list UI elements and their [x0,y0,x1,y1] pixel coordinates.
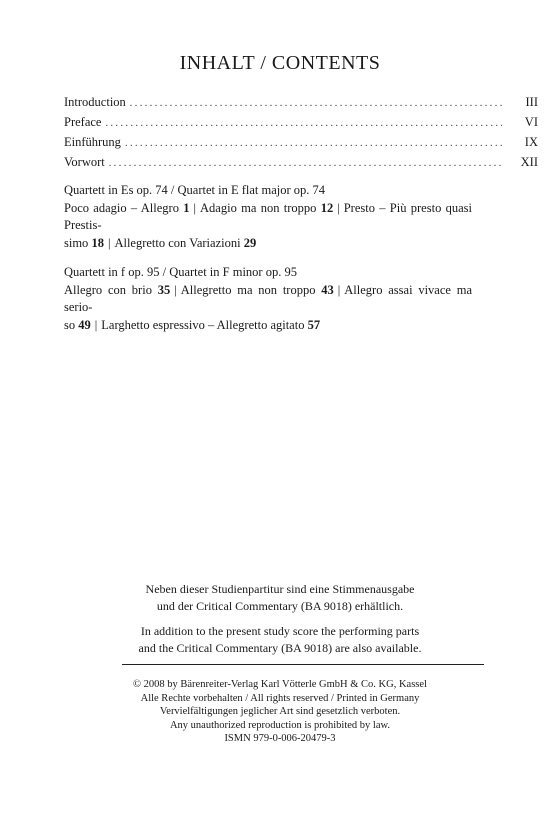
toc-page-number: IX [524,135,538,149]
movement-entry[interactable]: Presto – Più presto quasi Prestis- [64,200,472,232]
movement-page: 1 [183,200,190,215]
movement-line [64,235,472,253]
toc-page-number: XII [520,155,538,169]
work-op95 [64,264,472,334]
table-of-contents [64,92,538,172]
toc-row-vorwort[interactable] [64,152,538,172]
movement-line [64,282,472,317]
movement-entry[interactable]: Adagio ma non troppo 12 [200,200,334,215]
copyright-line: © 2008 by Bärenreiter-Verlag Karl Vötterle GmbH & Co. KG, Kassel [133,679,427,690]
toc-leader-dots [125,134,502,154]
movement-entry[interactable]: Larghetto espressivo – Allegretto agitato 57 [101,317,321,332]
movement-line [64,317,472,335]
toc-page-number: VI [524,115,538,129]
toc-label: Vorwort [64,155,105,169]
toc-leader-dots [109,154,502,174]
separator-bar: | [107,235,111,250]
ismn-line: ISMN 979-0-006-20479-3 [224,733,336,744]
toc-leader-dots [105,114,502,134]
movement-entry[interactable]: Allegro assai vivace ma serio- [64,282,473,314]
availability-notes [0,581,560,665]
movement-page: 43 [321,282,334,297]
movement-page: 12 [320,200,334,215]
separator-bar: | [94,317,98,332]
copyright-block [0,678,560,746]
movement-line [64,200,472,235]
reproduction-de-line: Vervielfältigungen jeglicher Art sind gesetzlich verboten. [159,706,401,717]
toc-row-introduction[interactable] [64,92,538,112]
movement-entry[interactable]: Allegro con brio 35 [64,282,171,297]
movement-page: 35 [157,282,171,297]
movement-entry[interactable]: Poco adagio – Allegro 1 [64,200,190,215]
movement-entry[interactable]: Allegretto con Variazioni 29 [114,235,257,250]
movement-page: 18 [91,235,104,250]
toc-row-einfuhrung[interactable] [64,132,538,152]
rights-line: Alle Rechte vorbehalten / All rights reserved / Printed in Germany [140,692,420,704]
work-title: Quartett in Es op. 74 / Quartet in E flat major op. 74 [64,183,326,197]
note-english: In addition to the present study score the performing parts and the Critical Commentary (BA 9018) are also available. [138,624,422,655]
work-op74 [64,182,472,252]
separator-bar: | [193,200,197,215]
movement-page: 49 [78,317,91,332]
movement-page: 29 [243,235,257,250]
work-title: Quartett in f op. 95 / Quartet in F minor op. 95 [64,265,297,279]
movement-entry[interactable]: so 49 [64,317,91,332]
toc-label: Preface [64,115,102,129]
divider-rule [122,664,484,665]
reproduction-en-line: Any unauthorized reproduction is prohibited by law. [169,719,391,731]
toc-row-preface[interactable] [64,112,538,132]
note-german: Neben dieser Studienpartitur sind eine Stimmenausgabe und der Critical Commentary (BA 9018) erhältlich. [145,582,415,613]
separator-bar: | [174,282,177,297]
toc-page-number: III [525,95,538,109]
toc-leader-dots [130,94,502,114]
page-title: INHALT / CONTENTS [179,52,381,74]
toc-label: Einführung [64,135,121,149]
movement-entry[interactable]: simo 18 [64,235,104,250]
works-list [64,182,472,346]
toc-label: Introduction [64,95,126,109]
movement-entry[interactable]: Allegretto ma non troppo 43 [180,282,334,297]
separator-bar: | [337,282,341,297]
separator-bar: | [337,200,340,215]
movement-page: 57 [307,317,321,332]
